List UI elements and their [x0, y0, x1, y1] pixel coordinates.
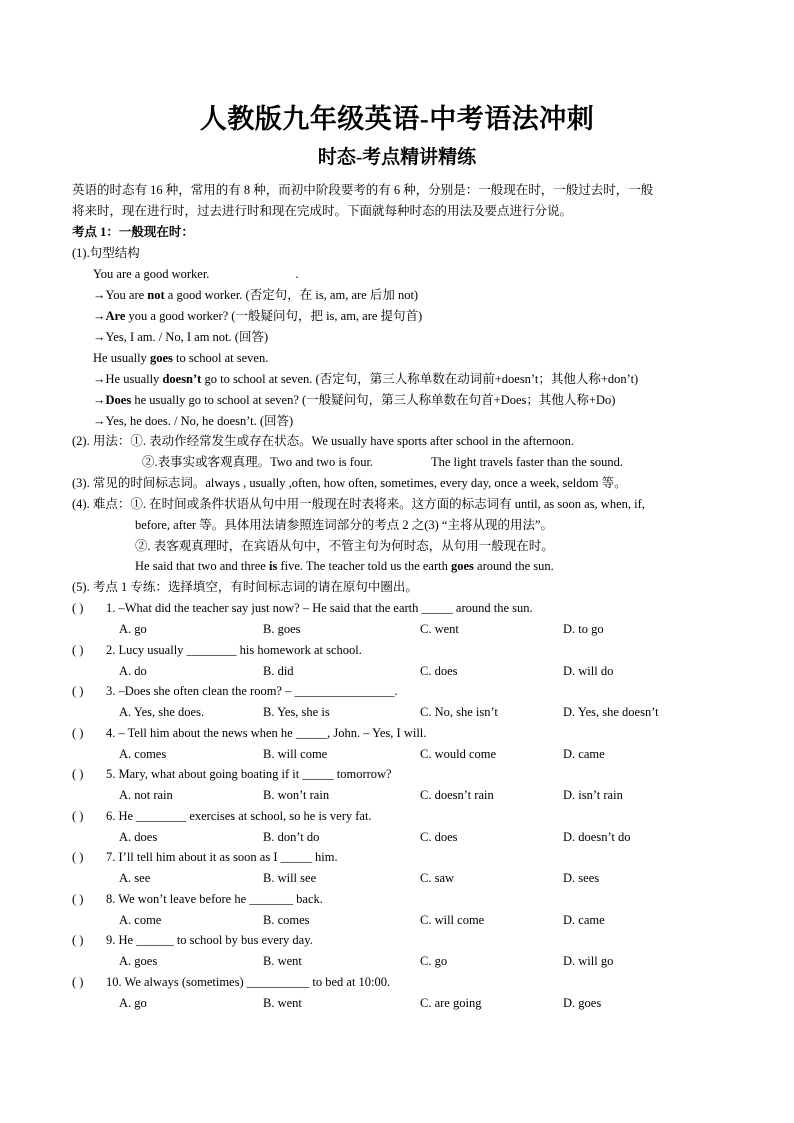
option-b[interactable]: B. went [263, 996, 302, 1010]
structure-label: (1).句型结构 [72, 246, 140, 260]
question-4 [72, 723, 426, 743]
option-c[interactable]: C. doesn’t rain [420, 788, 494, 802]
option-a[interactable]: A. comes [119, 747, 167, 761]
document-subtitle: 时态-考点精讲精练 [317, 147, 477, 168]
option-a[interactable]: A. not rain [119, 788, 173, 802]
usage-line-2a: ②.表事实或客观真理。Two and two is four. [142, 455, 374, 469]
option-b[interactable]: B. Yes, she is [263, 705, 330, 719]
question-2 [72, 640, 362, 660]
question-6 [72, 806, 372, 826]
option-c[interactable]: C. saw [420, 871, 455, 885]
option-d[interactable]: D. to go [563, 622, 604, 636]
answer-blank[interactable]: ( ) [72, 892, 84, 906]
question-8 [72, 889, 323, 909]
option-c[interactable]: C. will come [420, 913, 485, 927]
question-9 [72, 930, 313, 950]
option-d[interactable]: D. isn’t rain [563, 788, 623, 802]
question-3 [72, 681, 398, 701]
answer-blank[interactable]: ( ) [72, 767, 84, 781]
example-2: He usually goes to school at seven. [93, 351, 269, 365]
option-c[interactable]: C. No, she isn’t [420, 705, 498, 719]
example-2-question: →Does he usually go to school at seven? (一般疑问句，第三人称单数在句首+Does；其他人称+Do) [93, 393, 616, 407]
option-b[interactable]: B. went [263, 954, 302, 968]
question-5 [72, 764, 392, 784]
option-a[interactable]: A. go [119, 996, 147, 1010]
option-d[interactable]: D. came [563, 913, 605, 927]
option-a[interactable]: A. Yes, she does. [119, 705, 205, 719]
option-a[interactable]: A. goes [119, 954, 158, 968]
option-c[interactable]: C. does [420, 664, 458, 678]
example-1-question: →Are you a good worker? (一般疑问句，把 is, am, are 提句首) [93, 309, 423, 323]
answer-blank[interactable]: ( ) [72, 809, 84, 823]
time-markers-line: (3). 常见的时间标志词。always , usually ,often, how often, sometimes, every day, once a week, seldom 等。 [72, 476, 627, 490]
example-2-negative: →He usually doesn’t go to school at seven. (否定句，第三人称单数在动词前+doesn’t；其他人称+don’t) [93, 372, 639, 386]
question-10 [72, 972, 390, 992]
answer-blank[interactable]: ( ) [72, 975, 84, 989]
answer-blank[interactable]: ( ) [72, 933, 84, 947]
option-b[interactable]: B. will come [263, 747, 328, 761]
question-text: 2. Lucy usually ________ his homework at school. [106, 643, 362, 657]
option-d[interactable]: D. will do [563, 664, 614, 678]
question-7 [72, 847, 338, 867]
option-b[interactable]: B. will see [263, 871, 317, 885]
option-b[interactable]: B. don’t do [263, 830, 320, 844]
example-1-answer: →Yes, I am. / No, I am not. (回答) [93, 330, 269, 344]
exercise-instructions: (5). 考点 1 专练：选择填空，有时间标志词的请在原句中圈出。 [72, 580, 418, 594]
difficulty-line-4: He said that two and three is five. The teacher told us the earth goes around the sun. [135, 559, 554, 573]
option-b[interactable]: B. won’t rain [263, 788, 330, 802]
example-2-answer: →Yes, he does. / No, he doesn’t. (回答) [93, 414, 294, 428]
option-b[interactable]: B. goes [263, 622, 301, 636]
answer-blank[interactable]: ( ) [72, 684, 84, 698]
difficulty-line-3: ②. 表客观真理时，在宾语从句中，不管主句为何时态，从句用一般现在时。 [135, 539, 554, 553]
answer-blank[interactable]: ( ) [72, 643, 84, 657]
option-a[interactable]: A. do [119, 664, 147, 678]
option-c[interactable]: C. went [420, 622, 459, 636]
option-c[interactable]: C. does [420, 830, 458, 844]
option-b[interactable]: B. did [263, 664, 294, 678]
option-d[interactable]: D. Yes, she doesn’t [563, 705, 659, 719]
option-d[interactable]: D. came [563, 747, 605, 761]
answer-blank[interactable]: ( ) [72, 850, 84, 864]
option-d[interactable]: D. doesn’t do [563, 830, 631, 844]
question-1 [72, 598, 533, 618]
intro-line-1: 英语的时态有 16 种，常用的有 8 种，而初中阶段要考的有 6 种，分别是：一般现在时，一般过去时，一般 [72, 183, 654, 197]
usage-line-2b: The light travels faster than the sound. [431, 455, 623, 469]
option-c[interactable]: C. go [420, 954, 448, 968]
example-1-negative: →You are not a good worker. (否定句，在 is, am, are 后加 not) [93, 288, 419, 302]
document-title: 人教版九年级英语-中考语法冲刺 [199, 104, 595, 134]
option-d[interactable]: D. goes [563, 996, 602, 1010]
question-text: 10. We always (sometimes) __________ to bed at 10:00. [106, 975, 391, 989]
option-a[interactable]: A. go [119, 622, 147, 636]
answer-blank[interactable]: ( ) [72, 726, 84, 740]
usage-line-1: (2). 用法：①. 表动作经常发生或存在状态。We usually have sports after school in the afternoon. [72, 434, 575, 448]
option-d[interactable]: D. sees [563, 871, 600, 885]
question-text: 6. He ________ exercises at school, so he is very fat. [106, 809, 372, 823]
difficulty-line-2: before, after 等。具体用法请参照连词部分的考点 2 之(3) “主将从现的用法”。 [135, 518, 553, 532]
example-1: You are a good worker. . [93, 267, 299, 281]
option-a[interactable]: A. does [119, 830, 158, 844]
question-text: 3. –Does she often clean the room? – ________________. [106, 684, 398, 698]
option-a[interactable]: A. see [119, 871, 151, 885]
question-text: 5. Mary, what about going boating if it _____ tomorrow? [106, 767, 392, 781]
option-c[interactable]: C. are going [420, 996, 482, 1010]
option-b[interactable]: B. comes [263, 913, 310, 927]
difficulty-line-1: (4). 难点：①. 在时间或条件状语从句中用一般现在时表将来。这方面的标志词有 until, as soon as, when, if, [72, 497, 645, 511]
question-text: 4. – Tell him about the news when he _____, John. – Yes, I will. [106, 726, 427, 740]
intro-line-2: 将来时，现在进行时，过去进行时和现在完成时。下面就每种时态的用法及要点进行分说。 [72, 204, 573, 218]
option-a[interactable]: A. come [119, 913, 162, 927]
question-text: 8. We won’t leave before he _______ back. [106, 892, 323, 906]
answer-blank[interactable]: ( ) [72, 601, 84, 615]
question-text: 7. I’ll tell him about it as soon as I _____ him. [106, 850, 338, 864]
point1-heading: 考点 1：一般现在时： [72, 225, 194, 239]
question-text: 1. –What did the teacher say just now? – He said that the earth _____ around the sun. [106, 601, 533, 615]
question-text: 9. He ______ to school by bus every day. [106, 933, 313, 947]
option-d[interactable]: D. will go [563, 954, 614, 968]
option-c[interactable]: C. would come [420, 747, 497, 761]
